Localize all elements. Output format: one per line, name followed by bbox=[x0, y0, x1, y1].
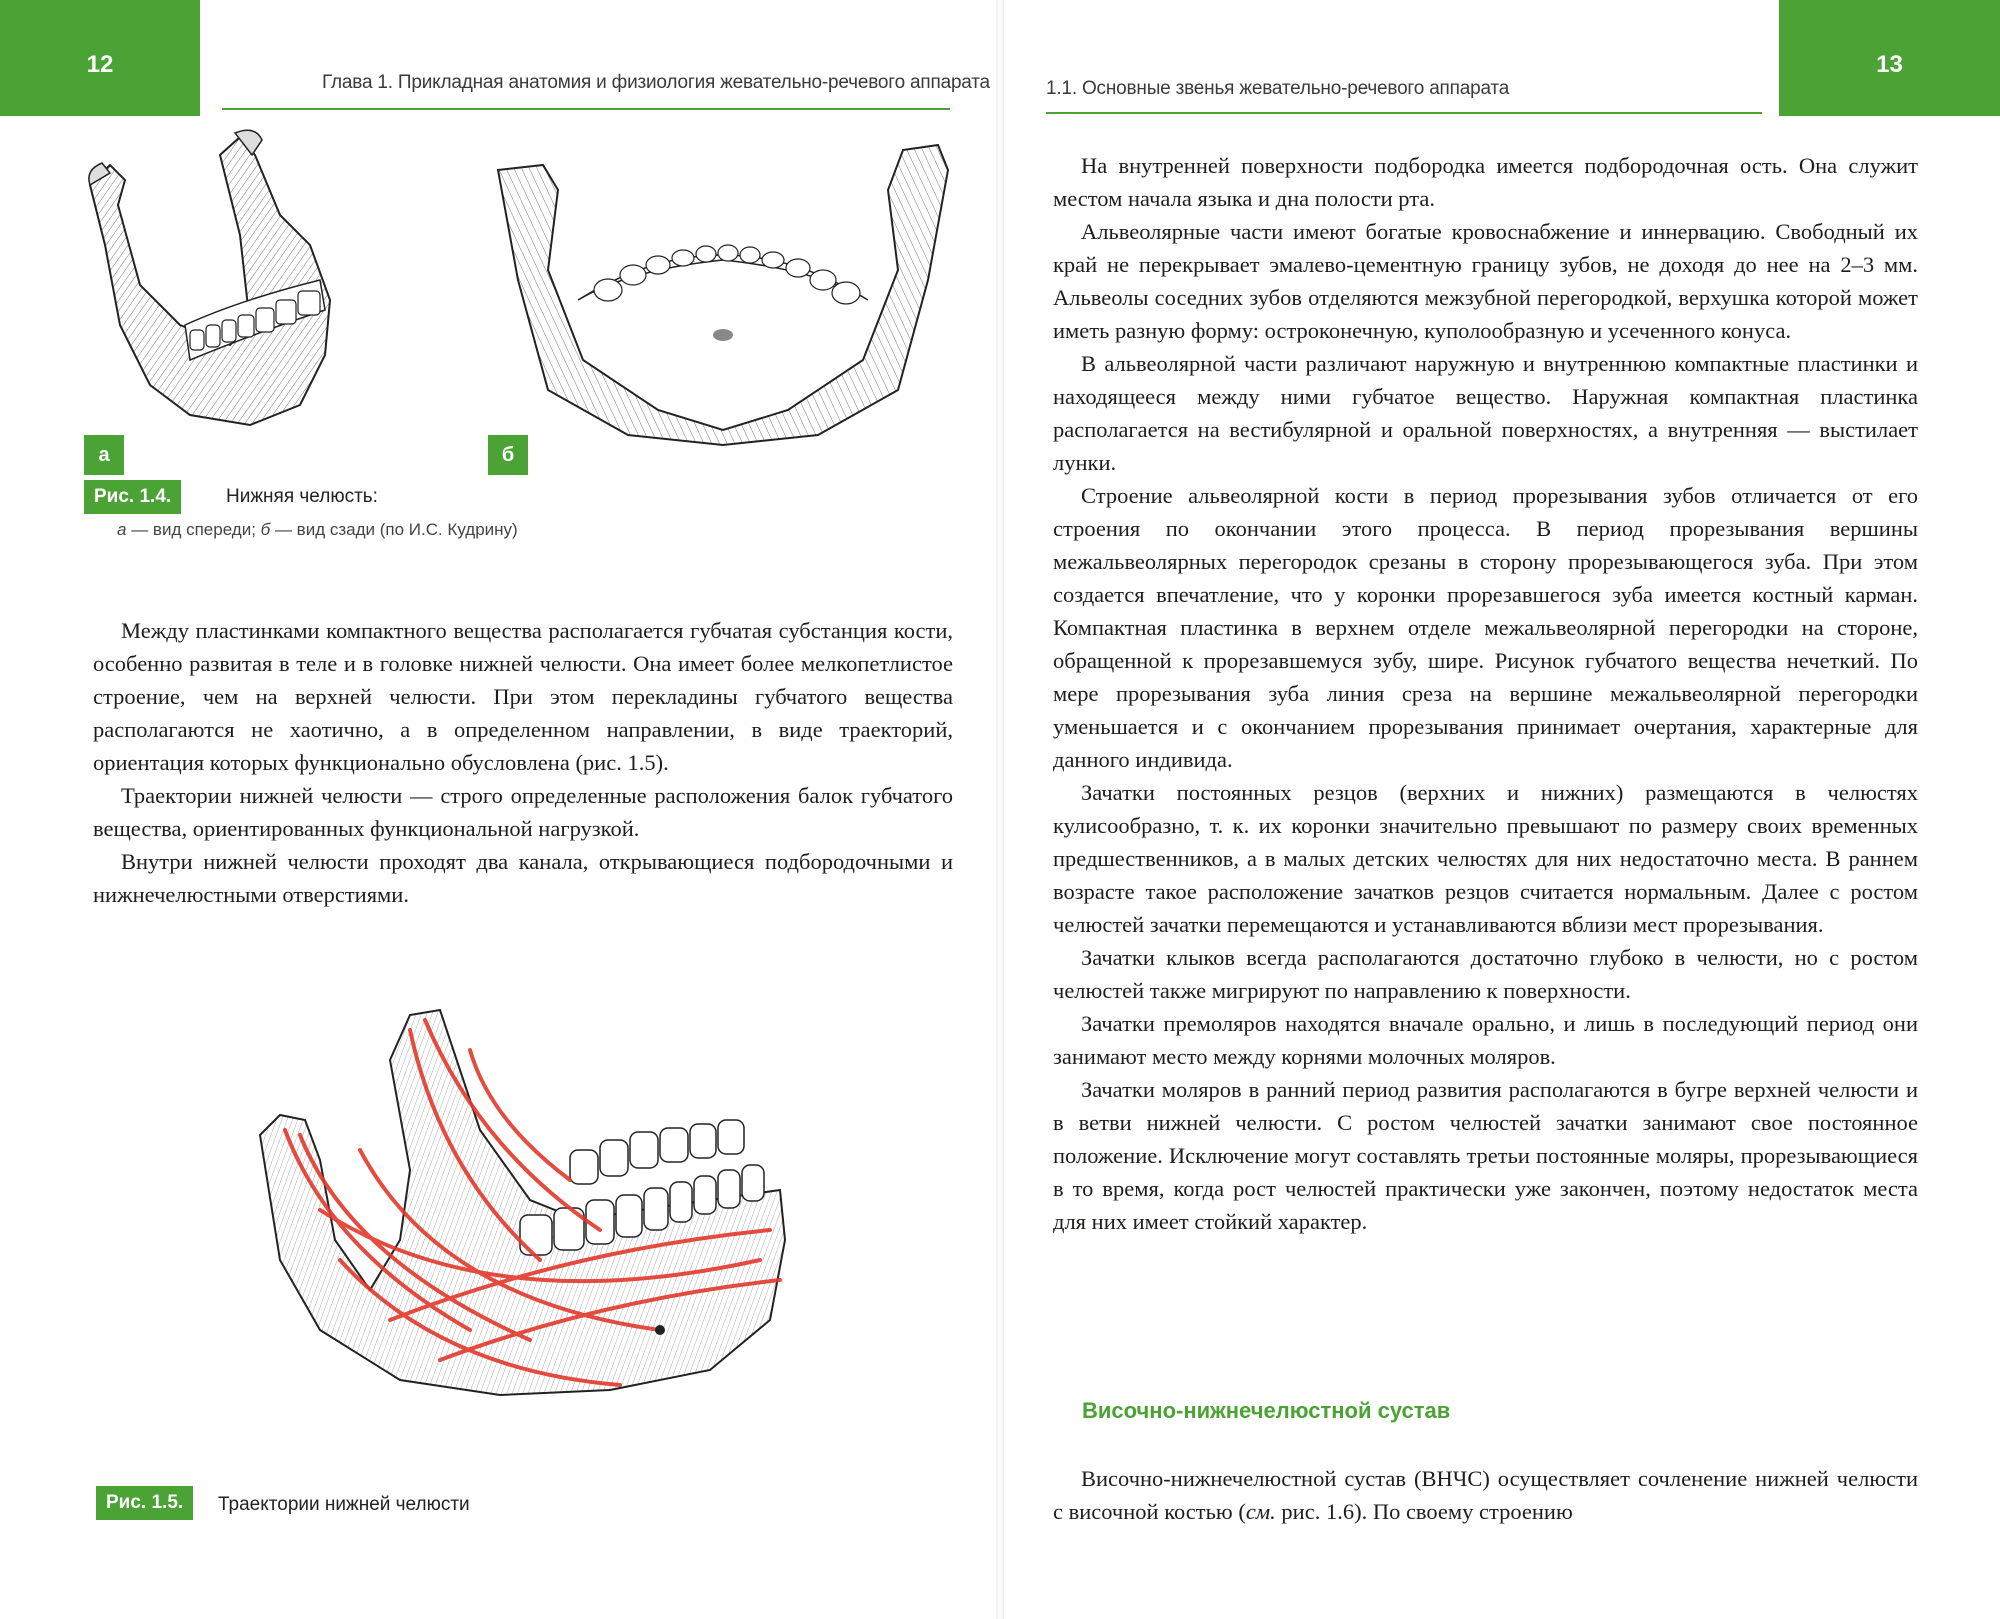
figure-1-4a-mandible-front bbox=[80, 125, 410, 450]
section-heading-tmj: Височно-нижнечелюстной сустав bbox=[1082, 1398, 1451, 1423]
running-head-rule-right bbox=[1046, 112, 1762, 114]
left-paragraph-2: Траектории нижней челюсти — строго определенные расположения балок губчатого вещества, ориентированных функциональной нагрузкой. bbox=[93, 783, 953, 841]
right-paragraph-1: На внутренней поверхности подбородка имеется подбородочная ость. Она служит местом начала языка и дна полости рта. bbox=[1053, 153, 1918, 211]
figure-1-4b-mandible-back bbox=[488, 130, 958, 450]
figure-1-4-sub-a-letter: а bbox=[117, 520, 127, 539]
book-gutter bbox=[996, 0, 1004, 1619]
right-paragraph-6: Зачатки клыков всегда располагаются достаточно глубоко в челюсти, но с ростом челюстей также мигрируют по направлению к поверхности. bbox=[1053, 945, 1918, 1003]
figure-1-4-label-b: б bbox=[488, 435, 528, 475]
right-paragraph-4: Строение альвеолярной кости в период прорезывания зубов отличается от его строения по окончании этого процесса. В период прорезывания вершины межальвеолярных перегородок срезаны в сторону прорезывающегося зуба. При этом создается впечатление, что у коронки прорезавшегося зуба имеется костный карман. Компактная пластинка в верхнем отделе межальвеолярной перегородки на стороне, обращенной к прорезавшемуся зубу, шире. Рисунок губчатого вещества нечеткий. По мере прорезывания зуба линия среза на вершине межальвеолярной перегородки уменьшается и с окончанием прорезывания принимает очертания, характерные для данного индивида. bbox=[1053, 483, 1918, 772]
section-body-text bbox=[1053, 1462, 1918, 1528]
page-number-left: 12 bbox=[0, 0, 200, 116]
left-body-text bbox=[93, 614, 953, 911]
figure-1-5-tag: Рис. 1.5. bbox=[96, 1486, 193, 1520]
running-head-left: Глава 1. Прикладная анатомия и физиология жевательно-речевого аппарата bbox=[322, 72, 990, 93]
figure-1-5-title: Траектории нижней челюсти bbox=[218, 1494, 470, 1515]
right-paragraph-5: Зачатки постоянных резцов (верхних и нижних) размещаются в челюстях кулисообразно, т. к. их коронки значительно превышают по размеру своих временных предшественников, а в малых детских челюстях для них недостаточно места. В раннем возрасте такое расположение зачатков резцов считается нормальным. Далее с ростом челюстей зачатки перемещаются и устанавливаются вблизи мест прорезывания. bbox=[1053, 780, 1918, 937]
right-paragraph-2: Альвеолярные части имеют богатые кровоснабжение и иннервацию. Свободный их край не перекрывает эмалево-цементную границу зубов, не доходя до нее на 2–3 мм. Альвеолы соседних зубов отделяются межзубной перегородкой, верхушка которой может иметь разную форму: остроконечную, куполообразную и усеченного конуса. bbox=[1053, 219, 1918, 343]
right-body-text bbox=[1053, 149, 1918, 1238]
page-number-right: 13 bbox=[1779, 0, 2000, 116]
figure-1-4-sub-b-letter: б bbox=[260, 520, 271, 539]
figure-1-5-mandible-trajectories bbox=[240, 1000, 800, 1400]
left-paragraph-1: Между пластинками компактного вещества располагается губчатая субстанция кости, особенно развитая в теле и в головке нижней челюсти. Она имеет более мелкопетлистое строение, чем на верхней челюсти. При этом перекладины губчатого вещества располагаются не хаотично, а в определенном направлении, в виде траекторий, ориентация которых функционально обусловлена (рис. 1.5). bbox=[93, 618, 953, 775]
section-paragraph-1 bbox=[1053, 1462, 1918, 1528]
section-paragraph-end: рис. 1.6). По своему строению bbox=[1275, 1499, 1573, 1524]
running-head-right: 1.1. Основные звенья жевательно-речевого аппарата bbox=[1046, 78, 1510, 99]
section-paragraph-see: см. bbox=[1245, 1499, 1276, 1524]
figure-1-4-tag: Рис. 1.4. bbox=[84, 480, 181, 514]
figure-1-4-sub-a-text: — вид спереди; bbox=[126, 520, 261, 539]
figure-1-4-sub-b-text: — вид сзади (по И.С. Кудрину) bbox=[270, 520, 518, 539]
right-paragraph-8: Зачатки моляров в ранний период развития располагаются в бугре верхней челюсти и в ветви нижней челюсти. С ростом челюстей зачатки занимают свое постоянное положение. Исключение могут составлять третьи постоянные моляры, прорезывающиеся в то время, когда рост челюстей практически уже закончен, поэтому недостаток места для них имеет стойкий характер. bbox=[1053, 1077, 1918, 1234]
running-head-rule-left bbox=[222, 108, 950, 110]
right-paragraph-3: В альвеолярной части различают наружную и внутреннюю компактные пластинки и находящееся между ними губчатое вещество. Наружная компактная пластинка располагается на вестибулярной и оральной поверхностях, а внутренняя — выстилает лунки. bbox=[1053, 351, 1918, 475]
section-paragraph-start: Височно-нижнечелюстной сустав (ВНЧС) осуществляет сочленение нижней челюсти с височной костью ( bbox=[1053, 1466, 1918, 1524]
right-paragraph-7: Зачатки премоляров находятся вначале орально, и лишь в последующий период они занимают место между корнями молочных моляров. bbox=[1053, 1011, 1918, 1069]
figure-1-4-title: Нижняя челюсть: bbox=[226, 486, 378, 507]
figure-1-4-label-a: а bbox=[84, 435, 124, 475]
figure-1-4-subcaption bbox=[117, 520, 518, 540]
left-paragraph-3: Внутри нижней челюсти проходят два канала, открывающиеся подбородочными и нижнечелюстными отверстиями. bbox=[93, 849, 953, 907]
